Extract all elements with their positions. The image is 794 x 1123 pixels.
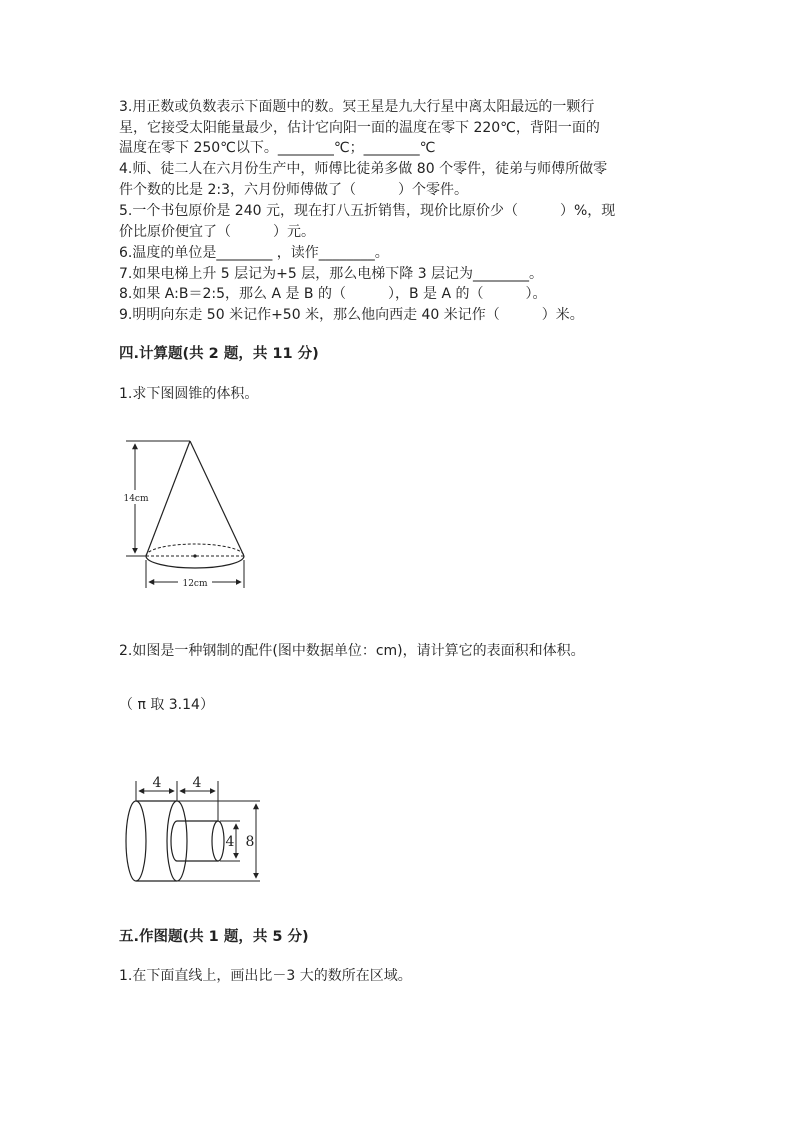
cone-height-text: 14cm	[123, 494, 149, 504]
section-4-q2-note: （ π 取 3.14）	[119, 697, 214, 713]
section-4-heading: 四.计算题(共 2 题，共 11 分)	[119, 346, 319, 362]
dim-top-1: 4	[152, 775, 162, 791]
section-5-heading: 五.作图题(共 1 题，共 5 分)	[119, 929, 309, 945]
q9-text: 9.明明向东走 50 米记作+50 米，那么他向西走 40 米记作（ ）米。	[119, 307, 584, 323]
q3-line-2: 星，它接受太阳能量最少，估计它向阳一面的温度在零下 220℃，背阳一面的	[119, 120, 600, 136]
section-5-q1-text: 1.在下面直线上，画出比－3 大的数所在区域。	[119, 968, 412, 984]
steel-part-figure	[122, 771, 264, 886]
q6-text: 6.温度的单位是________ ，读作________。	[119, 245, 389, 261]
q3-line-1: 3.用正数或负数表示下面题中的数。冥王星是九大行星中离太阳最远的一颗行	[119, 99, 595, 115]
q7-text: 7.如果电梯上升 5 层记为+5 层，那么电梯下降 3 层记为________。	[119, 266, 544, 282]
q8-text: 8.如果 A:B＝2:5，那么 A 是 B 的（ ），B 是 A 的（ ）。	[119, 286, 547, 302]
cone-figure	[118, 436, 258, 596]
q5-line-1: 5.一个书包原价是 240 元，现在打八五折销售，现价比原价少（ ）%，现	[119, 203, 616, 219]
q4-line-1: 4.师、徒二人在六月份生产中，师傅比徒弟多做 80 个零件，徒弟与师傅所做零	[119, 161, 608, 177]
q3-line-3: 温度在零下 250℃以下。________℃；________℃	[119, 140, 436, 156]
dim-top-2: 4	[192, 775, 202, 791]
q4-line-2: 件个数的比是 2:3，六月份师傅做了（ ）个零件。	[119, 182, 468, 198]
q5-line-2: 价比原价便宜了（ ）元。	[119, 224, 315, 240]
dim-right-2: 8	[245, 834, 255, 850]
dim-right-1: 4	[225, 834, 235, 850]
section-4-q1-text: 1.求下图圆锥的体积。	[119, 386, 259, 402]
cone-diameter-label: 12cm	[182, 579, 208, 589]
section-4-q2-text: 2.如图是一种钢制的配件(图中数据单位：cm)，请计算它的表面积和体积。	[119, 643, 585, 659]
